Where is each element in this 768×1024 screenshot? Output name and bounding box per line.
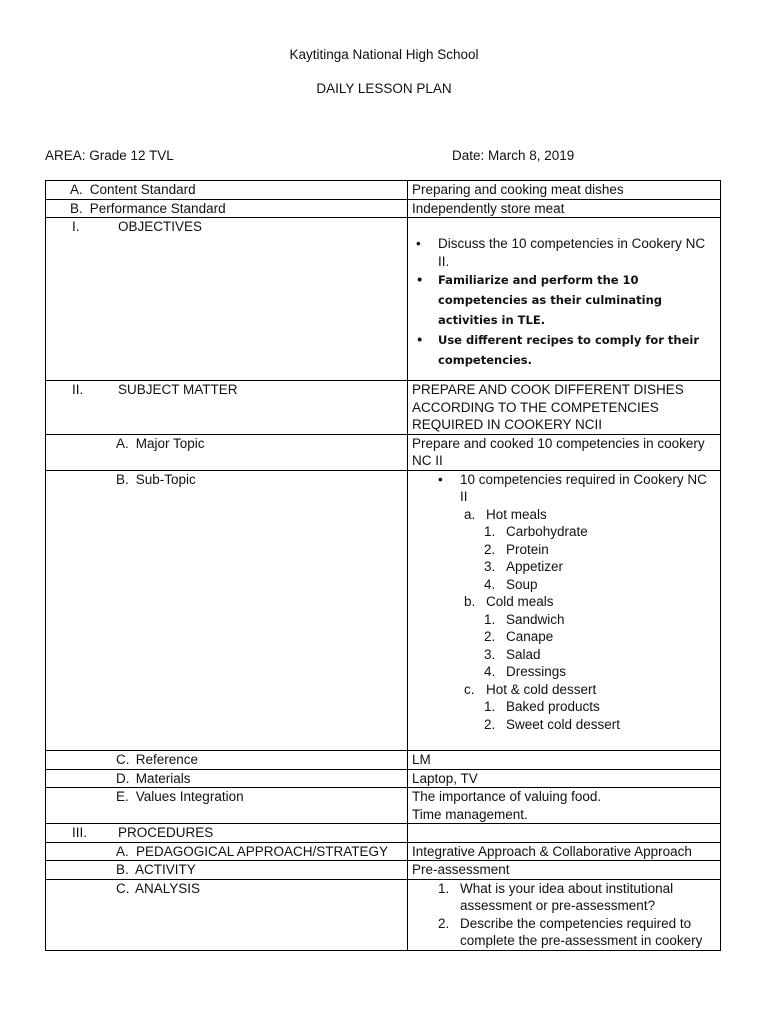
table-row [46,824,721,843]
table-row [46,842,721,861]
table-row [46,199,721,218]
table-row [46,381,721,435]
document-title: DAILY LESSON PLAN [316,81,452,96]
table-row [46,861,721,880]
row-label: II. SUBJECT MATTER [46,381,408,435]
row-value: LM [408,751,721,770]
row-value: Independently store meat [408,199,721,218]
row-label: A. PEDAGOGICAL APPROACH/STRATEGY [46,842,408,861]
objectives-list [408,218,721,381]
list-item: 2. Protein [484,541,549,557]
list-item: 2. Describe the competencies required to complete the pre-assessment in cookery [438,915,703,948]
row-value: Integrative Approach & Collaborative Approach [408,842,721,861]
row-label: E. Values Integration [46,788,408,824]
analysis-list [408,879,721,950]
row-label: B. Sub-Topic [46,470,408,751]
row-value: Preparing and cooking meat dishes [408,181,721,200]
row-value: The importance of valuing food. Time management. [408,788,721,824]
list-item: 3. Appetizer [484,559,564,574]
school-name: Kaytitinga National High School [289,47,479,62]
table-row [46,769,721,788]
table-row [46,434,721,470]
row-value: PREPARE AND COOK DIFFERENT DISHES ACCORDING TO THE COMPETENCIES REQUIRED IN COOKERY NCII [408,381,721,435]
row-label: D. Materials [46,769,408,788]
list-item: 3. Salad [484,646,541,662]
table-row [46,218,721,381]
list-item: • 10 competencies required in Cookery NC II [438,471,707,504]
date-label: Date: March 8, 2019 [452,148,575,163]
list-item: 2. Sweet cold dessert [484,716,621,732]
row-label: III. PROCEDURES [46,824,408,843]
row-label: C. ANALYSIS [46,879,408,950]
list-item: 1. What is your idea about institutional assessment or pre-assessment? [438,880,674,913]
row-value: Pre-assessment [408,861,721,880]
lesson-plan-table [45,180,721,951]
list-item: b. Cold meals [464,594,554,609]
list-item: 1. Baked products [484,699,600,714]
list-item: • Use different recipes to comply for their competencies. [416,333,699,367]
row-label: I. OBJECTIVES [46,218,408,381]
table-row [46,470,721,751]
list-item: a. Hot meals [464,506,547,522]
list-item: • Discuss the 10 competencies in Cookery NC II. [416,236,706,269]
row-label: C. Reference [46,751,408,770]
list-item: 1. Carbohydrate [484,524,588,539]
list-item: 4. Soup [484,576,538,592]
sub-topic-list [408,470,721,751]
table-row [46,751,721,770]
list-item: 4. Dressings [484,664,567,679]
row-label: A. Content Standard [46,181,408,200]
row-value: Prepare and cooked 10 competencies in cookery NC II [408,434,721,470]
row-value [408,824,721,843]
row-label: B. Performance Standard [46,199,408,218]
table-row [46,181,721,200]
row-value: Laptop, TV [408,769,721,788]
row-label: A. Major Topic [46,434,408,470]
row-label: B. ACTIVITY [46,861,408,880]
list-item: • Familiarize and perform the 10 competencies as their culminating activities in TLE. [416,273,663,327]
table-row [46,879,721,950]
area-label: AREA: Grade 12 TVL [45,148,174,163]
list-item: 1. Sandwich [484,611,565,627]
list-item: 2. Canape [484,629,554,644]
list-item: c. Hot & cold dessert [464,681,597,697]
table-row [46,788,721,824]
